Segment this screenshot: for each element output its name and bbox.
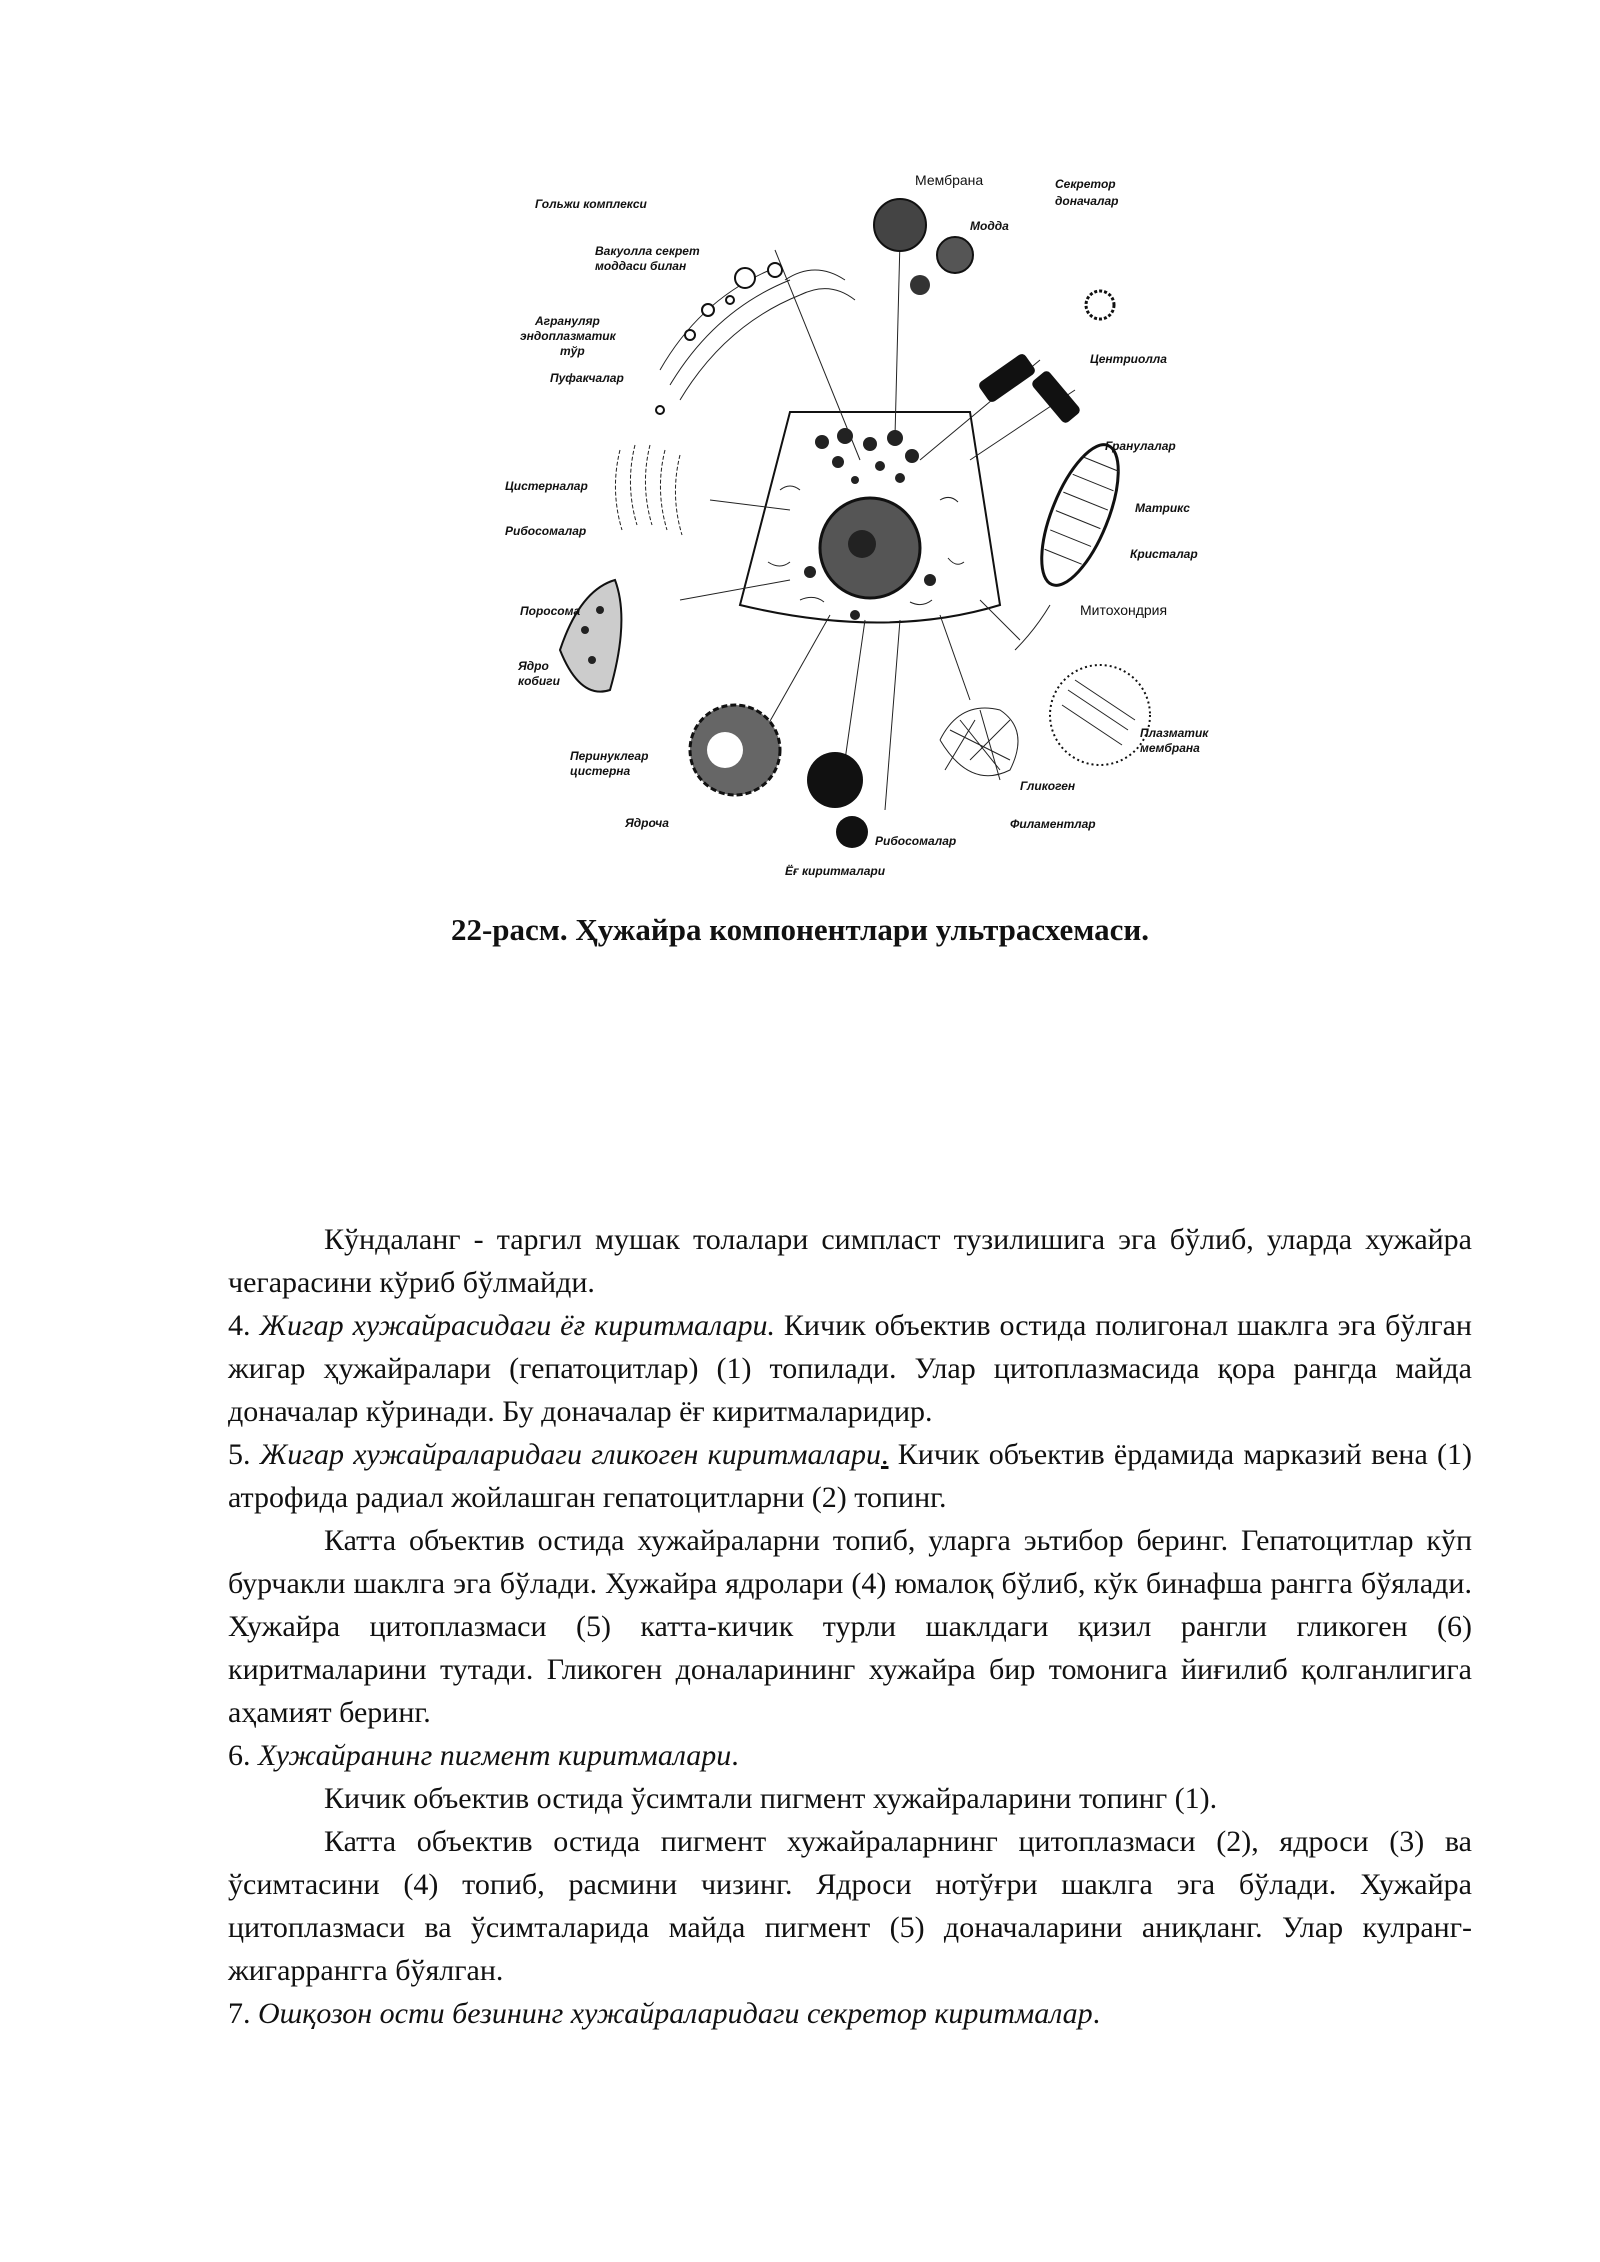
label-membrane: Мембрана (915, 172, 984, 188)
label-glycogen: Гликоген (1020, 779, 1076, 793)
centriole-shape-1 (977, 352, 1037, 404)
label-perinuclear-1: Перинуклеар (570, 749, 649, 763)
item-title-5-dot: . (880, 1438, 889, 1471)
plasma-membrane-bilayer (1062, 680, 1135, 745)
er-cisterns-shape (615, 445, 682, 535)
small-vesicle-shape (910, 275, 930, 295)
nuclear-envelope-shape (560, 580, 621, 692)
label-secretory-2: доначалар (1055, 194, 1119, 208)
label-matrix: Матрикс (1135, 501, 1190, 515)
label-nuclear-envelope-2: кобиги (518, 674, 560, 688)
item-text-4: Кичик объектив остида полигонал шаклга эга бўлган жигар ҳужайралари (гепатоцитлар) (1) топилади. Улар цитоплазмасида қора рангда майда доначалар кўринади. Бу доначалар ёғ киритмаларидир. (228, 1309, 1472, 1428)
secretory-granule-shape (1086, 291, 1114, 319)
cell-ultrastructure-figure (500, 160, 1240, 900)
item-number-7: 7. (228, 1997, 258, 2030)
label-agranular-1: Агрануляр (535, 314, 600, 328)
glycogen-filaments-shape (940, 708, 1018, 780)
label-nuclear-envelope-1: Ядро (518, 659, 549, 673)
label-golgi: Гольжи комплекси (535, 197, 647, 211)
item-title-6-dot: . (731, 1739, 739, 1772)
item-number-5: 5. (228, 1438, 260, 1471)
label-nucleolus: Ядроча (625, 816, 669, 830)
label-perinuclear-2: цистерна (570, 764, 631, 778)
figure-caption: 22-расм. Ҳужайра компонентлари ультрасхемаси. (450, 912, 1150, 947)
centriole-shape-2 (1030, 369, 1082, 425)
label-agranular-3: тўр (560, 344, 585, 358)
golgi-vesicles (656, 263, 782, 414)
mitochondrion-shape (1026, 435, 1134, 595)
paragraph-7: Катта объектив остида пигмент хужайраларнинг цитоплазмаси (2), ядроси (3) ва ўсимтасини (4) топиб, расмини чизинг. Ядроси нотўғри шаклга эга бўлади. Хужайра цитоплазмаси ва ўсимталарида майда пигмент (5) доначаларини аниқланг. Улар кулранг-жигаррангга бўялган. (228, 1825, 1472, 1987)
paragraph-4: Катта объектив остида хужайраларни топиб, уларга эьтибор беринг. Гепатоцитлар кўп бурчакли шаклга эга бўлади. Хужайра ядролари (4) юмалоқ бўлиб, кўк бинафша рангга бўялади. Хужайра цитоплазмаси (5) катта-кичик турли шаклдаги қизил рангли гликоген (6) киритмаларини тутади. Гликоген доналарининг хужайра бир томонига йиғилиб қолганлигига аҳамият беринг. (228, 1524, 1472, 1729)
item-title-5: Жигар хужайраларидаги гликоген киритмалари (259, 1438, 881, 1471)
paragraph-6: Кичик объектив остида ўсимтали пигмент хужайраларини топинг (1). (324, 1782, 1218, 1815)
paragraph-3 (228, 1433, 1472, 1519)
label-filaments: Филаментлар (1010, 817, 1096, 831)
label-plasma-membrane-2: мембрана (1140, 741, 1200, 755)
paragraph-1: Кўндаланг - таргил мушак толалари симпласт тузилишига эга бўлиб, уларда хужайра чегарасини кўриб бўлмайди. (228, 1223, 1472, 1299)
membrane-segment-shape (1015, 605, 1050, 650)
label-vesicles: Пуфакчалар (550, 371, 624, 385)
label-mitochondria: Митохондрия (1080, 602, 1168, 618)
item-title-6: Хужайранинг пигмент киритмалари (258, 1739, 732, 1772)
item-number-6: 6. (228, 1739, 258, 1772)
substance-vesicle-shape (937, 237, 973, 273)
item-number-4: 4. (228, 1309, 260, 1342)
label-ribosomes-left: Рибосомалар (505, 524, 587, 538)
label-granules: Гранулалар (1105, 439, 1176, 453)
central-nucleolus-shape (848, 530, 876, 558)
cell-diagram (500, 160, 1240, 900)
label-porosome: Поросома (520, 604, 581, 618)
label-cisterns: Цистерналар (505, 479, 588, 493)
paragraph-8 (228, 1992, 1472, 2035)
label-centriole: Центриолла (1090, 352, 1167, 366)
label-ribosomes-bottom: Рибосомалар (875, 834, 957, 848)
item-title-4: Жигар хужайрасидаги ёғ киритмалари. (259, 1309, 775, 1342)
plasma-membrane-shape (1050, 665, 1150, 765)
label-vacuole-2: моддаси билан (595, 259, 687, 273)
label-agranular-2: эндоплазматик (520, 329, 616, 343)
fat-droplet-small-shape (836, 816, 868, 848)
paragraph-5 (228, 1734, 1472, 1777)
membrane-vesicle-shape (874, 199, 926, 251)
item-title-7-dot: . (1092, 1997, 1101, 2030)
nucleolus-center-shape (707, 732, 743, 768)
label-substance: Модда (970, 219, 1009, 233)
label-vacuole-1: Вакуолла секрет (595, 244, 700, 258)
label-secretory-1: Секретор (1055, 177, 1116, 191)
fat-droplet-large-shape (807, 752, 863, 808)
paragraph-2 (228, 1304, 1472, 1433)
label-cristae: Кристалар (1130, 547, 1198, 561)
label-plasma-membrane-1: Плазматик (1140, 726, 1209, 740)
label-fat-inclusions: Ёғ киритмалари (785, 864, 886, 878)
item-title-7: Ошқозон ости безининг хужайраларидаги секретор киритмалар (258, 1997, 1093, 2030)
item-text-5: Кичик объектив ёрдамида марказий вена (1) атрофида радиал жойлашган гепатоцитларни (2) топинг. (228, 1438, 1473, 1514)
body-text (228, 1218, 1472, 2035)
